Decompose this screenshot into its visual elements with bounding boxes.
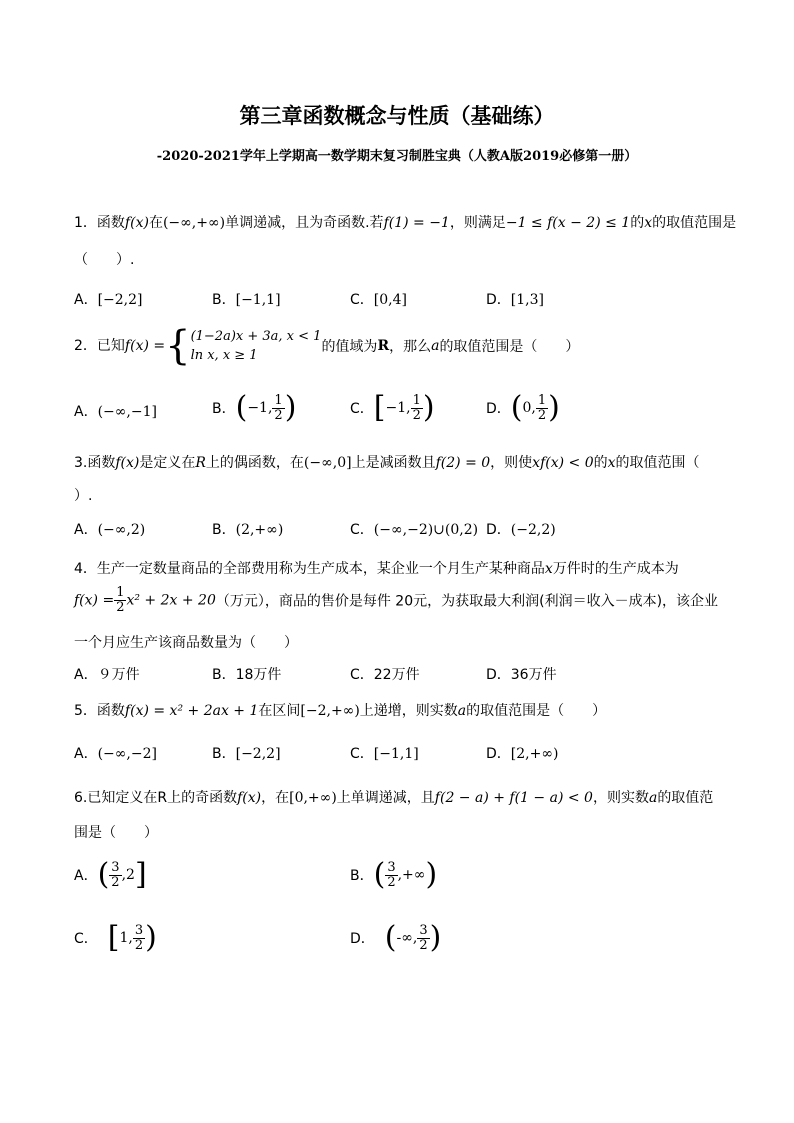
q1-option-c-label: C． (350, 292, 374, 308)
q1-domain: (−∞,+∞) (162, 215, 226, 231)
q2-option-b-fraction (272, 394, 284, 423)
q6-option-d-label: D． (350, 931, 375, 947)
q3-text-2: 是定义在 (139, 455, 196, 471)
q6-c-num: 3 (134, 922, 144, 938)
document-subtitle: -2020-2021学年上学期高一数学期末复习制胜宝典（人教A版2019必修第一册） (156, 149, 638, 164)
q1-text-4: ，则满足 (449, 215, 506, 231)
q6-interval: [0,+∞) (289, 790, 337, 806)
q4-text-2: 万件时的生产成本为 (552, 561, 679, 577)
question-2-stem (74, 323, 580, 369)
q6-b-lparen: ( (373, 857, 386, 892)
q2-d-lparen: ( (510, 390, 523, 425)
q4-text-1: 4．生产一定数量商品的全部费用称为生产成本，某企业一个月生产某种商品 (74, 561, 545, 577)
question-1-stem-cont: （ ）. (74, 252, 135, 268)
q2-text-1: 2．已知 (74, 338, 125, 354)
question-5-stem (74, 700, 606, 720)
q6-option-a[interactable] (74, 857, 147, 892)
question-6-stem-cont: 围是（ ） (74, 825, 158, 841)
q3-text-5: ，则使 (490, 455, 533, 471)
q2-option-d-fraction (536, 394, 548, 423)
q5-a: a (457, 703, 467, 719)
q6-option-b-fraction (385, 861, 397, 890)
q4-x: x (544, 561, 553, 577)
q1-option-a-value: [−2,2] (97, 292, 143, 308)
q2-d-rparen: ) (548, 390, 560, 425)
q2-option-c-label: C． (350, 401, 374, 417)
q1-option-c-value: [0,4] (373, 292, 407, 308)
q1-option-c[interactable] (350, 289, 407, 309)
q2-fx: f(x) = (124, 338, 166, 354)
q4-fx: f(x) = (74, 592, 115, 609)
q1-f1: f(1) = −1 (383, 215, 450, 231)
q2-brace: { (165, 323, 191, 369)
q2-option-d-left: 0, (522, 400, 536, 416)
q3-interval: (−∞,0] (303, 455, 352, 471)
q1-option-a[interactable] (74, 289, 143, 309)
q1-option-b-label: B． (212, 292, 236, 308)
q2-option-a-label: A． (74, 404, 98, 420)
q6-c-lbracket: [ (107, 920, 120, 955)
q4-den: 2 (116, 600, 125, 615)
q1-option-d-value: [1,3] (510, 292, 544, 308)
q1-text-3: 单调递减，且为奇函数.若 (225, 215, 384, 231)
q6-option-c-label: C． (74, 931, 98, 947)
q3-text-3: 上的偶函数，在 (205, 455, 304, 471)
q6-a-num: 3 (111, 859, 120, 875)
q1-option-b[interactable] (212, 289, 281, 309)
question-6-stem (74, 787, 713, 807)
q2-c-lbracket: [ (373, 390, 386, 425)
q5-option-b-value: [−2,2] (235, 746, 281, 762)
q6-b-rparen: ) (425, 857, 438, 892)
q3-option-c[interactable] (350, 519, 478, 539)
q2-c-den: 2 (412, 407, 421, 423)
document-title: 第三章函数概念与性质（基础练） (239, 103, 555, 128)
q2-c-num: 1 (412, 392, 421, 408)
q2-text-3: ，那么 (389, 339, 432, 355)
q2-option-c[interactable] (350, 390, 435, 425)
q6-d-lparen: ( (384, 920, 397, 955)
q3-option-b[interactable] (212, 519, 283, 539)
q1-option-d-label: D． (486, 292, 511, 308)
question-4-formula-line (74, 586, 718, 615)
q6-option-a-label: A． (74, 868, 98, 884)
q6-inequality: f(2 − a) + f(1 − a) < 0 (434, 790, 593, 806)
q5-option-d-value: [2,+∞) (510, 746, 559, 762)
q3-xfx: xf(x) < 0 (532, 455, 594, 471)
q4-text-3: （万元），商品的售价是每件 20元，为获取最大利润(利润＝收入－成本)，该企业 (215, 593, 719, 610)
q1-option-d[interactable] (486, 289, 544, 309)
q5-text-1: 5．函数 (74, 703, 125, 719)
q2-d-num: 1 (537, 392, 547, 408)
q6-fx: f(x) (237, 790, 262, 806)
q6-option-b-right: ,+∞ (397, 867, 426, 883)
q6-a-rbracket: ] (134, 857, 147, 892)
q6-a-den: 2 (111, 874, 120, 890)
q2-a: a (431, 338, 440, 354)
q5-interval: [−2,+∞) (300, 703, 360, 719)
q3-text-1: 3.函数 (74, 455, 116, 471)
q5-option-a[interactable] (74, 743, 157, 763)
q2-R: R (377, 338, 390, 354)
q2-d-den: 2 (537, 407, 547, 423)
q5-text-3: 上递增，则实数 (359, 703, 458, 719)
q6-text-5: 的取值范 (657, 790, 714, 806)
q2-piecewise (191, 327, 322, 365)
q2-option-c-fraction (411, 394, 423, 423)
q4-expression: x² + 2x + 20 (126, 592, 216, 609)
q6-option-c[interactable] (74, 920, 157, 955)
q3-R: R (195, 455, 206, 471)
q5-expression: f(x) = x² + 2ax + 1 (124, 703, 259, 719)
q3-option-a[interactable] (74, 519, 145, 539)
q3-option-d-label: D． (486, 522, 511, 538)
q6-c-den: 2 (134, 937, 144, 953)
q1-option-a-label: A． (74, 292, 98, 308)
q2-option-a[interactable] (74, 401, 157, 421)
q5-option-c-label: C． (350, 746, 374, 762)
question-4-stem (74, 558, 679, 578)
q2-case-1: (1−2a)x + 3a, x < 1 (190, 329, 322, 344)
q5-option-b[interactable] (212, 743, 281, 763)
q2-case-2: ln x, x ≥ 1 (190, 348, 258, 363)
q3-text-7: 的取值范围（ (615, 455, 700, 471)
q4-option-b[interactable]: B．18万件 (212, 667, 282, 683)
q6-option-d[interactable] (350, 920, 442, 955)
question-1-stem (74, 212, 736, 232)
q6-b-den: 2 (387, 874, 396, 890)
q3-x: x (607, 455, 616, 471)
q3-option-d[interactable] (486, 519, 556, 539)
q1-inequality: −1 ≤ f(x − 2) ≤ 1 (505, 215, 631, 231)
q2-b-num: 1 (274, 392, 283, 408)
q2-b-lparen: ( (235, 390, 248, 425)
q6-a-lparen: ( (97, 857, 110, 892)
q2-b-den: 2 (274, 407, 283, 423)
q1-text-5: 的 (630, 215, 645, 231)
q4-option-a[interactable]: A．９万件 (74, 667, 140, 683)
question-4-stem-cont: 一个月应生产该商品数量为（ ） (74, 635, 298, 651)
q2-text-2: 的值域为 (321, 339, 378, 355)
q3-option-d-value: (−2,2) (510, 522, 556, 538)
q1-option-b-value: [−1,1] (235, 292, 281, 308)
q6-a: a (648, 790, 658, 806)
q3-f2: f(2) = 0 (435, 455, 491, 471)
q3-option-c-value: (−∞,−2)∪(0,2) (373, 522, 479, 538)
q6-text-3: 上单调递减，且 (336, 790, 435, 806)
q6-b-num: 3 (387, 859, 396, 875)
q6-option-d-fraction (417, 924, 429, 953)
question-3-stem-cont: ）. (74, 488, 93, 504)
q2-c-rparen: ) (422, 390, 435, 425)
q3-option-b-label: B． (212, 522, 236, 538)
q6-option-c-fraction (133, 924, 145, 953)
q3-option-a-value: (−∞,2) (97, 522, 146, 538)
q6-option-a-right: ,2 (121, 867, 135, 883)
q6-c-rparen: ) (145, 920, 157, 955)
q4-num: 1 (116, 585, 125, 600)
q5-option-c[interactable] (350, 743, 419, 763)
q6-option-a-fraction (109, 861, 121, 890)
q6-option-c-left: 1, (119, 930, 133, 946)
q6-text-1: 6.已知定义在R上的奇函数 (74, 790, 238, 806)
q2-option-b-left: −1, (247, 400, 273, 416)
q3-text-6: 的 (593, 455, 608, 471)
q2-text-4: 的取值范围是（ ） (439, 339, 580, 355)
q5-option-d-label: D． (486, 746, 511, 762)
q3-option-a-label: A． (74, 522, 98, 538)
q6-d-den: 2 (419, 937, 428, 953)
q3-option-b-value: (2,+∞) (235, 522, 284, 538)
q4-option-d[interactable]: D．36万件 (486, 667, 557, 683)
q5-option-d[interactable] (486, 743, 558, 763)
q4-option-c[interactable]: C．22万件 (350, 667, 420, 683)
q3-text-4: 上是减函数且 (351, 455, 436, 471)
q3-option-c-label: C． (350, 522, 374, 538)
q5-text-4: 的取值范围是（ ） (466, 703, 607, 719)
q5-option-b-label: B． (212, 746, 236, 762)
q1-fx: f(x) (124, 215, 149, 231)
q6-text-4: ，则实数 (592, 790, 649, 806)
q2-option-d[interactable] (486, 390, 560, 425)
q3-fx: f(x) (115, 455, 140, 471)
q6-d-rparen: ) (429, 920, 442, 955)
q6-option-d-left: -∞, (396, 930, 418, 946)
q4-fraction (114, 586, 126, 615)
q1-x: x (644, 215, 653, 231)
q5-option-a-value: (−∞,−2] (97, 746, 157, 762)
q2-option-d-label: D． (486, 401, 511, 417)
q6-option-b[interactable] (350, 857, 438, 892)
q5-text-2: 在区间 (258, 703, 301, 719)
q2-option-b-label: B． (212, 401, 236, 417)
q2-option-c-left: −1, (385, 400, 411, 416)
q6-d-num: 3 (419, 922, 428, 938)
q1-text-6: 的取值范围是 (652, 215, 737, 231)
q6-text-2: ，在 (261, 790, 290, 806)
q2-option-b[interactable] (212, 390, 297, 425)
q5-option-c-value: [−1,1] (373, 746, 419, 762)
question-3-stem (74, 452, 700, 472)
q2-b-rparen: ) (284, 390, 297, 425)
q1-text-1: 1．函数 (74, 215, 125, 231)
q1-text-2: 在 (148, 215, 163, 231)
q2-option-a-value: (−∞,−1] (97, 404, 157, 420)
q6-option-b-label: B． (350, 868, 374, 884)
q5-option-a-label: A． (74, 746, 98, 762)
